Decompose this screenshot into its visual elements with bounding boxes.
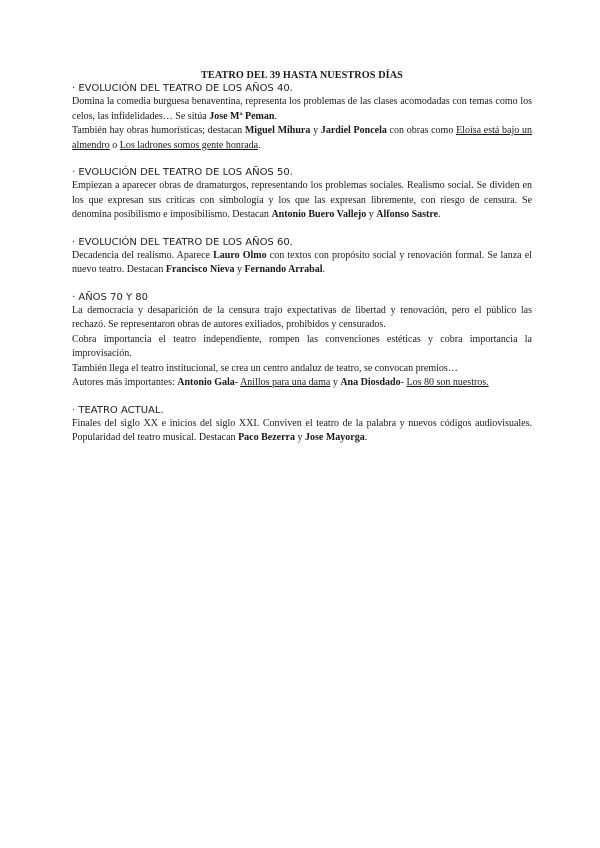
section-anos-70-80: [72, 291, 532, 391]
paragraph: [72, 376, 532, 391]
author-name: Alfonso Sastre: [376, 209, 439, 220]
text: .: [364, 432, 368, 443]
section-heading: · TEATRO ACTUAL.: [72, 404, 164, 416]
text: .: [322, 264, 326, 275]
paragraph: La democracia y desaparición de la censura trajo expectativas de libertad y renovación, pero el público las rechazó. Se representaron obras de autores exiliados, prohibidos y censurados.: [72, 304, 532, 330]
section-heading: · AÑOS 70 Y 80: [72, 291, 148, 303]
paragraph: [72, 95, 532, 124]
author-name: Jardiel Poncela: [320, 125, 387, 136]
section-heading: · EVOLUCIÓN DEL TEATRO DE LOS AÑOS 40.: [72, 83, 293, 94]
author-name: Lauro Olmo: [213, 249, 267, 261]
text: .: [274, 110, 277, 122]
text: o: [109, 139, 120, 151]
text: con obras como: [386, 125, 457, 136]
section-anos-40: [72, 82, 532, 153]
author-name: Miguel Mihura: [244, 125, 311, 136]
section-heading: · EVOLUCIÓN DEL TEATRO DE LOS AÑOS 60.: [72, 236, 293, 248]
work-title: Los ladrones somos gente honrada: [119, 139, 259, 151]
author-name: Francisco Nieva: [165, 264, 235, 275]
text: Autores más importantes:: [72, 377, 178, 388]
section-anos-60: [72, 236, 532, 278]
text: Domina la comedia burguesa benaventina, representa los problemas de las clases acomodadas con temas como los celos, las infidelidades… Se sitúa: [72, 96, 532, 122]
paragraph: También llega el teatro institucional, se crea un centro andaluz de teatro, se convocan premios…: [72, 362, 458, 374]
text: Decadencia del realismo. Aparece: [72, 249, 214, 261]
section-anos-50: [72, 166, 532, 223]
author-name: Ana Diosdado: [340, 377, 401, 388]
author-name: Fernando Arrabal: [244, 264, 323, 275]
text: También hay obras humorísticas; destacan: [72, 125, 245, 136]
paragraph: [72, 249, 532, 278]
work-title: Anillos para una dama: [240, 377, 331, 388]
text: con textos con propósito social y renovación formal. Se lanza el nuevo teatro. Destacan: [72, 249, 532, 275]
text: .: [438, 209, 441, 220]
author-name: Paco Bezerra: [238, 432, 295, 443]
text: y: [234, 264, 245, 275]
text: y: [310, 125, 321, 136]
author-name: Jose Mayorga: [304, 432, 365, 443]
text: Finales del siglo XX e inicios del siglo XXI. Conviven el teatro de la palabra y nuevos códigos audiovisuales. Popularidad del teatro musical. Destacan: [72, 417, 532, 443]
section-teatro-actual: [72, 404, 532, 446]
text: -: [234, 377, 241, 388]
paragraph: [72, 124, 532, 153]
paragraph: Cobra importancia el teatro independiente, rompen las convenciones estéticas y cobra importancia la improvisación.: [72, 333, 532, 359]
author-name: Antonio Buero Vallejo: [271, 209, 367, 220]
text: y: [366, 209, 377, 220]
text: .: [258, 139, 261, 151]
author-name: Jose Mª Peman: [209, 110, 275, 122]
paragraph: [72, 417, 532, 446]
text: y: [330, 377, 341, 388]
section-heading: · EVOLUCIÓN DEL TEATRO DE LOS AÑOS 50.: [72, 167, 293, 178]
text: y: [294, 432, 305, 443]
text: Empiezan a aparecer obras de dramaturgos, representando los problemas sociales. Realismo social. Se dividen en los que expresan sus críticas con simbología y los que las expresan libremente, con riesgo de censura. Se denomina posibilismo e imposibilismo. Destacan: [72, 180, 532, 220]
work-title: Los 80 son nuestros.: [406, 377, 489, 388]
work-title: Eloísa está bajo un almendro: [72, 125, 532, 151]
document-title: TEATRO DEL 39 HASTA NUESTROS DÍAS: [201, 70, 403, 81]
paragraph: [72, 179, 532, 223]
document-content: [72, 70, 532, 459]
author-name: Antonio Gala: [177, 377, 235, 388]
text: -: [400, 377, 407, 388]
